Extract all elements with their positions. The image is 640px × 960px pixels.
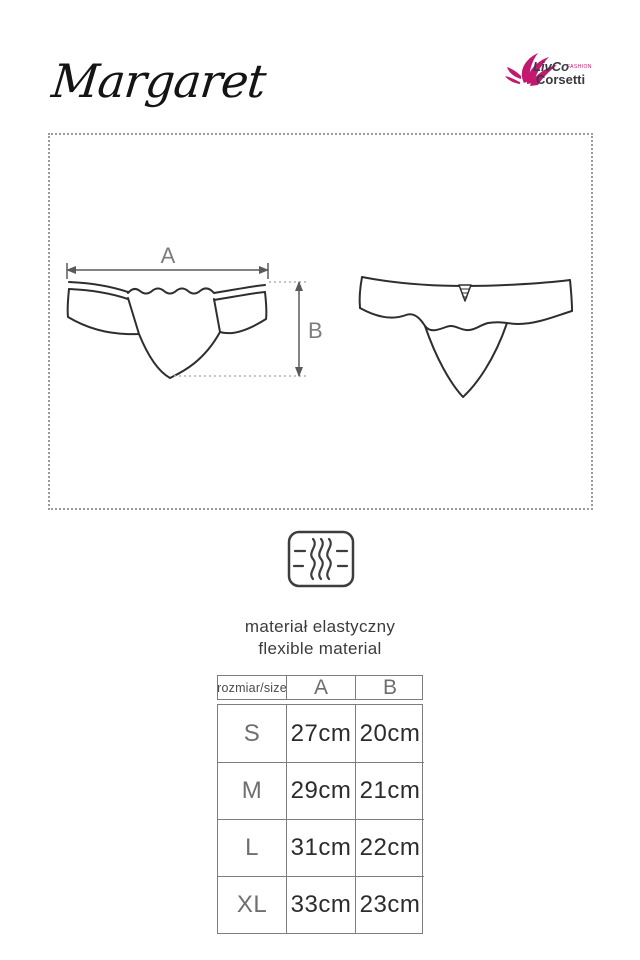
product-title: Margaret xyxy=(49,54,268,108)
size-row-l-label: L xyxy=(218,819,286,876)
back-view-drawing xyxy=(360,277,572,397)
header-size-label: rozmiar/size xyxy=(217,680,287,695)
dimension-a-label: A xyxy=(160,243,176,268)
header-dim-a: A xyxy=(286,676,355,699)
livco-corsetti-logo xyxy=(504,52,592,98)
size-row-l-a: 31cm xyxy=(286,819,355,876)
size-row-m-a: 29cm xyxy=(286,762,355,819)
size-table-body xyxy=(217,704,423,934)
material-caption xyxy=(0,616,640,660)
dimension-b-label: B xyxy=(308,318,323,343)
size-row-xl-label: XL xyxy=(218,876,286,933)
technical-drawing xyxy=(48,133,593,510)
material-caption-pl: materiał elastyczny xyxy=(244,617,396,636)
size-row-l-b: 22cm xyxy=(355,819,424,876)
dimension-b-arrow xyxy=(295,281,303,377)
size-row-s-label: S xyxy=(243,719,261,747)
size-row-m-label: M xyxy=(218,762,286,819)
size-table-header xyxy=(217,675,423,700)
size-row-xl-a: 33cm xyxy=(286,876,355,933)
header-dim-b: B xyxy=(355,676,424,699)
material-caption-en: flexible material xyxy=(258,639,382,658)
pendant-charm xyxy=(459,285,471,301)
logo-text-livco: LivCo xyxy=(533,59,570,74)
front-view-drawing xyxy=(68,282,267,378)
logo-text-corsetti: Corsetti xyxy=(536,72,586,87)
size-table xyxy=(217,675,423,934)
stretch-material-icon xyxy=(287,530,355,588)
size-row-s-b: 20cm xyxy=(355,705,424,762)
logo-text-fashion: FASHION xyxy=(567,64,592,70)
size-row-xl-b: 23cm xyxy=(355,876,424,933)
size-row-s-a: 27cm xyxy=(286,705,355,762)
size-row-m-b: 21cm xyxy=(355,762,424,819)
